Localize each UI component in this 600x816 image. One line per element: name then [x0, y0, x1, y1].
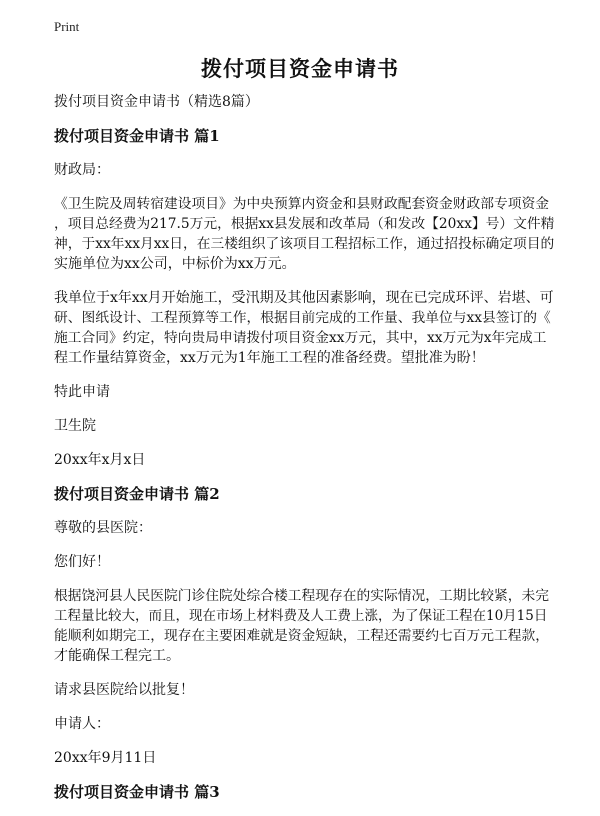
- section-2-greeting: 尊敬的县医院：: [54, 520, 152, 536]
- section-2-heading: 拨付项目资金申请书 篇2: [54, 485, 220, 503]
- section-2-request: 请求县医院给以批复！: [54, 682, 194, 698]
- text-line: 施工合同》约定，特向贵局申请拨付项目资金xx万元，其中，xx万元为x年完成工: [54, 330, 547, 346]
- document-body: [54, 92, 554, 816]
- section-1-paragraph-2: [54, 288, 554, 368]
- section-2-salutation: 您们好！: [54, 554, 110, 570]
- page-title: 拨付项目资金申请书: [201, 56, 399, 81]
- text-line: ，项目总经费为217.5万元，根据xx县发展和改革局（和发改【20xx】号）文件精: [54, 216, 555, 232]
- text-line: 能顺利如期完工，现存在主要困难就是资金短缺，工程还需要约七百万元工程款，: [54, 628, 550, 644]
- section-1-greeting: 财政局：: [54, 162, 110, 178]
- section-1-paragraph-1: [54, 194, 554, 274]
- print-link[interactable]: Print: [54, 19, 80, 34]
- text-line: 才能确保工程完工。: [54, 648, 180, 664]
- section-3-heading: 拨付项目资金申请书 篇3: [54, 783, 220, 801]
- text-line: 根据饶河县人民医院门诊住院处综合楼工程现存在的实际情况，工期比较紧，未完: [54, 588, 550, 604]
- section-1-date: 20xx年x月x日: [54, 452, 146, 468]
- section-1-signer: 卫生院: [54, 418, 96, 434]
- document-subtitle: 拨付项目资金申请书（精选8篇）: [54, 94, 259, 110]
- text-line: 工程量比较大，而且，现在市场上材料费及人工费上涨，为了保证工程在10月15日: [54, 608, 548, 624]
- section-2-applicant: 申请人：: [54, 716, 110, 732]
- text-line: 《卫生院及周转宿建设项目》为中央预算内资金和县财政配套资金财政部专项资金: [54, 196, 550, 212]
- section-1-heading: 拨付项目资金申请书 篇1: [54, 127, 220, 145]
- text-line: 研、图纸设计、工程预算等工作，根据目前完成的工作量、我单位与xx县签订的《: [54, 310, 551, 326]
- section-1-closing: 特此申请: [54, 384, 110, 400]
- text-line: 实施单位为xx公司，中标价为xx万元。: [54, 256, 296, 272]
- section-2-date: 20xx年9月11日: [54, 750, 157, 766]
- text-line: 程工作量结算资金，xx万元为1年施工工程的准备经费。望批准为盼！: [54, 350, 485, 366]
- text-line: 我单位于x年xx月开始施工，受汛期及其他因素影响，现在已完成环评、岩堪、可: [54, 290, 554, 306]
- section-2-paragraph-1: [54, 586, 554, 666]
- text-line: 神，于xx年xx月xx日，在三楼组织了该项目工程招标工作，通过招投标确定项目的: [54, 236, 555, 252]
